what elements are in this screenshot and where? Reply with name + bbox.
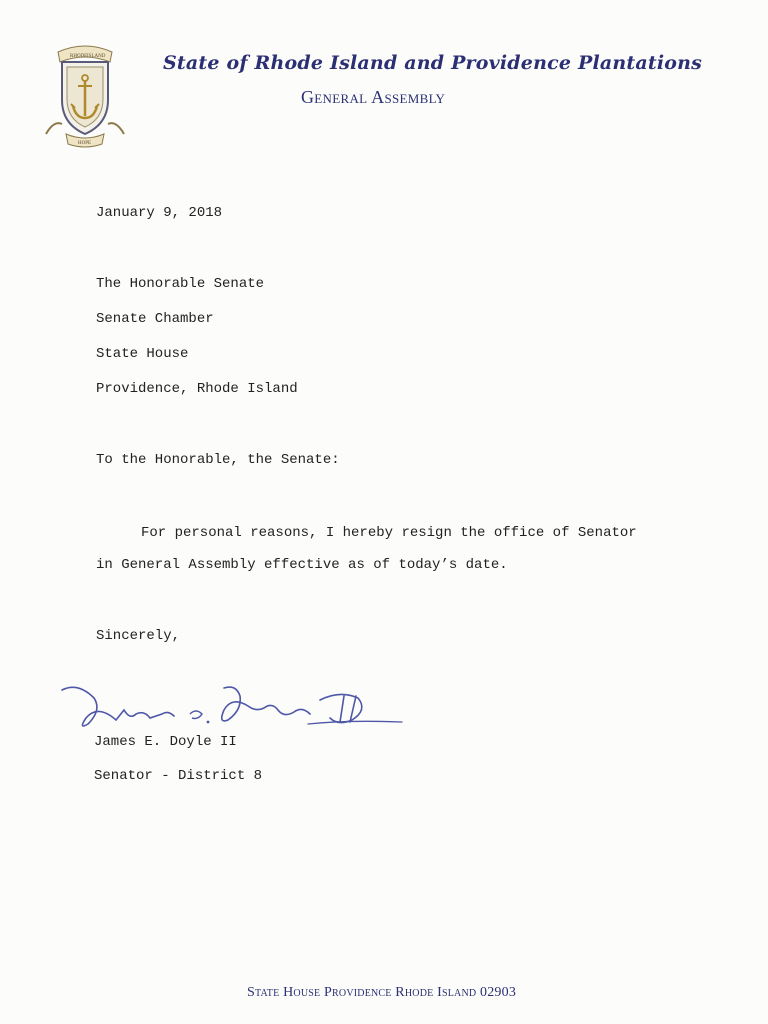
letter-date: January 9, 2018 <box>96 205 223 221</box>
svg-text:ISLAND: ISLAND <box>87 54 106 59</box>
body-line: For personal reasons, I hereby resign the office of Senator <box>141 525 637 541</box>
body-line: in General Assembly effective as of today’s date. <box>96 557 508 573</box>
address-line: Providence, Rhode Island <box>96 381 298 397</box>
signer-title: Senator - District 8 <box>94 768 263 784</box>
footer-address: State House Providence Rhode Island 02903 <box>247 985 517 1000</box>
signer-name: James E. Doyle II <box>94 734 237 750</box>
handwritten-signature <box>58 680 408 740</box>
closing: Sincerely, <box>96 628 181 644</box>
address-line: Senate Chamber <box>96 311 214 327</box>
rhode-island-seal-icon <box>40 38 130 148</box>
letterhead-title: State of Rhode Island and Providence Plantations <box>163 52 703 74</box>
svg-text:HOPE: HOPE <box>78 141 92 146</box>
svg-text:RHODE: RHODE <box>70 54 88 59</box>
address-line: State House <box>96 346 189 362</box>
salutation: To the Honorable, the Senate: <box>96 452 340 468</box>
letterhead-subtitle: General Assembly <box>301 87 446 107</box>
address-line: The Honorable Senate <box>96 276 265 292</box>
